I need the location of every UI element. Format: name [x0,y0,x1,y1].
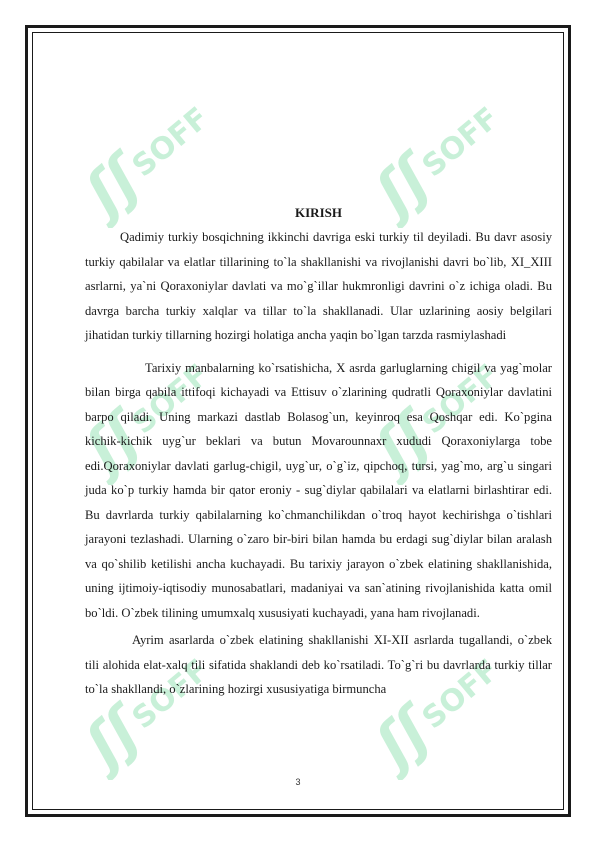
svg-text:ʃʃ: ʃʃ [362,143,444,227]
svg-text:SOFF: SOFF [125,357,212,442]
svg-text:SOFF: SOFF [415,357,502,442]
paragraph: Ayrim asarlarda o`zbek elatining shakllanishi XI-XII asrlarda tugallandi, o`zbek tili alohida elat-xalq tili sifatida shaklandi deb ko`rsatiladi. To`g`ri bu davrlarda turkiy tillar to`la shakllandi, o`zlarining hozirgi xususiyatiga birmuncha [85,633,552,696]
page-number: 3 [295,777,301,787]
svg-text:SOFF: SOFF [415,652,502,737]
svg-text:SOFF: SOFF [415,100,502,185]
svg-text:ʃʃ: ʃʃ [72,143,154,227]
paragraph: Tarixiy manbalarning ko`rsatishicha, X asrda garluglarning chigil va yag`molar bilan birga qabila ittifoqi kichayadi va Ettisuv o`zlarining qudratli Qoraxoniylar davlatini barpo qiladi. Uning markazi dastlab Bolasog`un, keyinroq esa Qoshqar edi. Ko`pgina kichik-kichik uyg`ur beklari va butun Movarounnaxr xududi Qoraxoniylarga tobe edi.Qoraxoniylar davlati garlug-chigil, uyg`ur, o`g`iz, qipchoq, tursi, yag`mo, arg`u singari juda ko`p turkiy hamda bir qator eroniy - sug`diylar qabilalari va elatlarni birlashtirar edi. Bu davrlarda turkiy qabilalarning ko`chmanchilikdan o`troq hayot kechirishga o`tishlari jarayoni tezlashadi. Ularning o`zaro bir-biri bilan hamda bu erdagi sug`diylar bilan aralash va qo`shilib ketilishi ancha kuchayadi. Bu tarixiy jarayon o`zbek elatining shakllanishida, uning ijtimoiy-iqtisodiy munosabatlari, madaniyai va san`atining rivojlanishida katta omil bo`ldi. O`zbek tilining umumxalq xususiyati kuchayadi, yana ham rivojlanadi. [85,360,552,620]
svg-text:ʃʃ: ʃʃ [72,400,154,484]
paragraph: Qadimiy turkiy bosqichning ikkinchi davriga eski turkiy til deyiladi. Bu davr asosiy turkiy qabilalar va elatlar tillarining to`la shakllanishi va rivojlanishi davri bo`lib, XI_XIII asrlarni, ya`ni Qoraxoniylar davlati va mo`g`illar hukmronligi davrini o`z ichiga oladi. Bu davrga barcha turkiy xalqlar va tillar to`la shakllanadi. Ular uzlarining aosiy belgilari jihatidan turkiy tillarning hozirgi holatiga ancha yaqin bo`lgan tarzda rasmiylashadi [85,230,552,342]
svg-text:ʃʃ: ʃʃ [362,695,444,779]
document-body [85,200,552,702]
svg-text:SOFF: SOFF [125,100,212,185]
svg-text:ʃʃ: ʃʃ [362,400,444,484]
svg-text:ʃʃ: ʃʃ [72,695,154,779]
document-title: KIRISH [295,205,342,220]
svg-text:SOFF: SOFF [125,652,212,737]
